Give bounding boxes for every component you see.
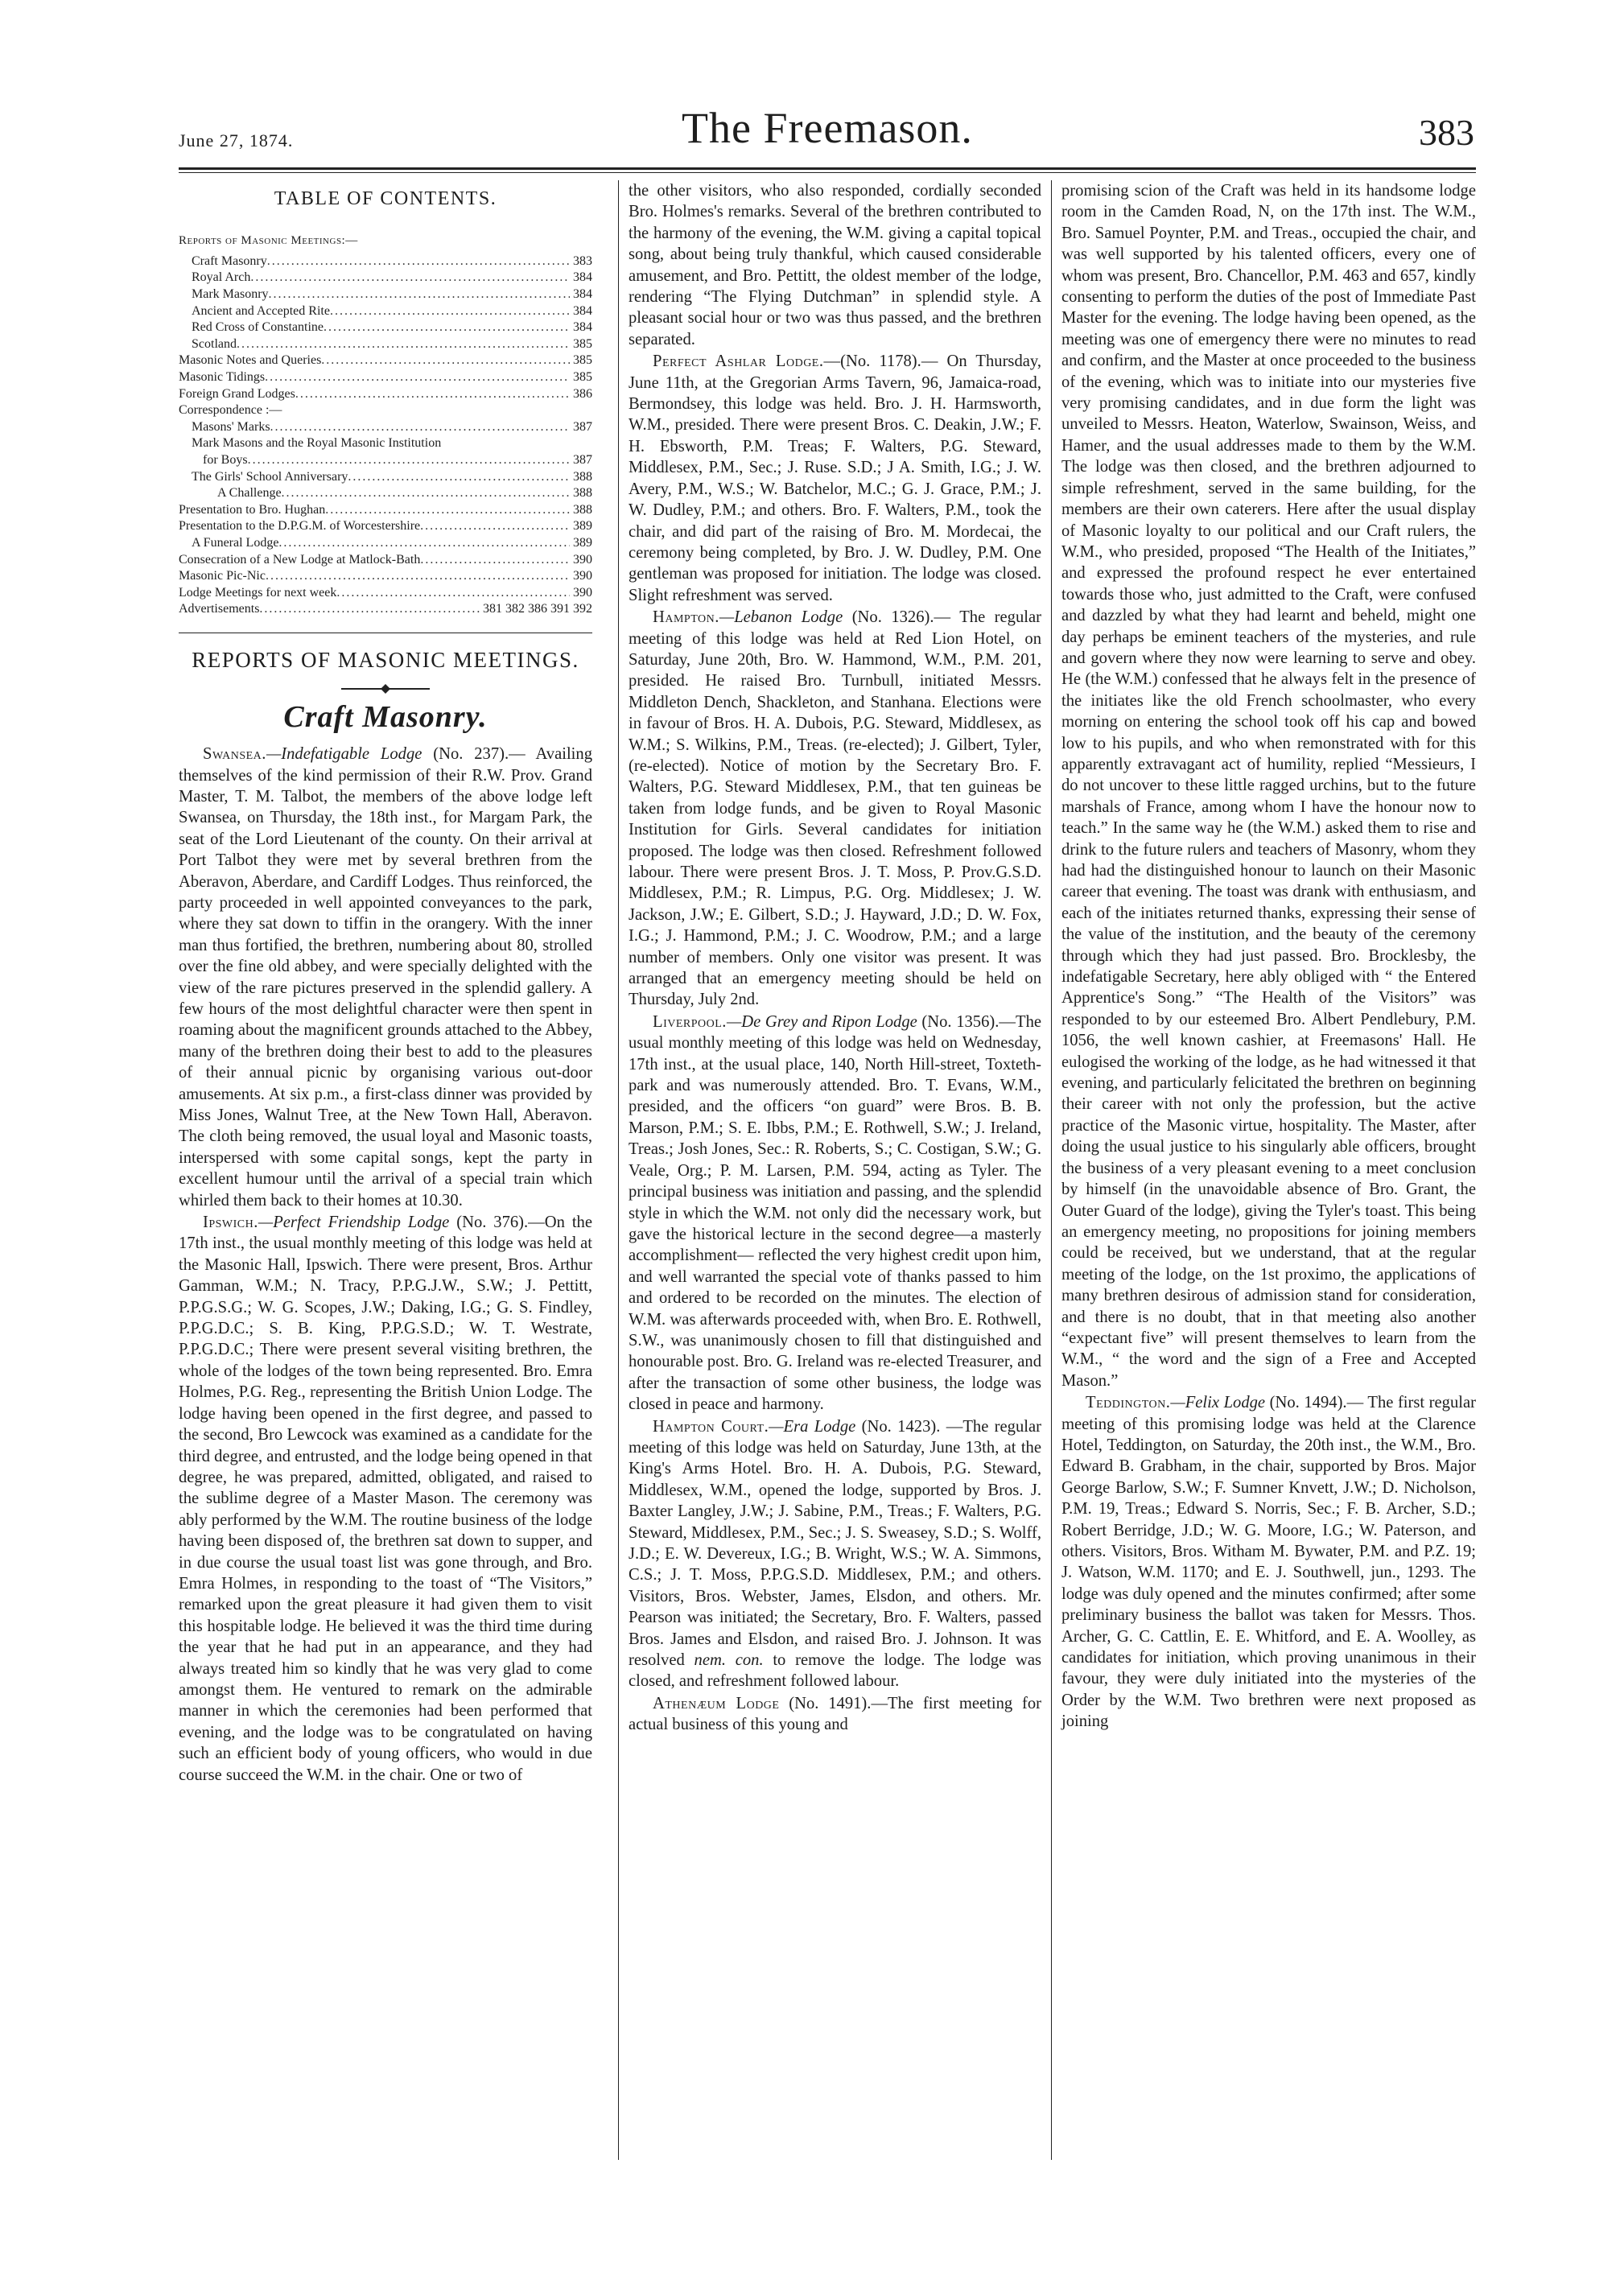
- toc-leader-dots: [324, 319, 570, 336]
- toc-entry-page: 387: [573, 452, 592, 467]
- toc-entry-page: 388: [573, 486, 592, 501]
- toc-leader-dots: [278, 535, 570, 552]
- report-lodge: —Felix Lodge: [1170, 1394, 1266, 1412]
- report-body: (No. 1356).—The usual monthly meeting of this lodge was held on Wednesday, 17th inst., at the usual place, 140, North Hill-street, Toxteth-park and was numerously attended. Bro. T. Evans, W.M., presided, and the officers “on guard” were Bros. B. B. Marson, P.M.; S. E. Ibbs, P.M.; E. Rothwell, S.W.; J. Ireland, Treas.; Josh Jones, Sec.: R. Roberts, S.; C. Costigan, S.W.; G. Veale, Org.; P. M. Larsen, P.M. 594, acting as Tyler. The principal business was initiation and passing, and the splendid style in which the W.M. not only did the necessary work, but gave the historical lecture in the second degree—a masterly accomplishment— reflected the very highest credit upon him, and well warranted the special vote of thanks passed to him and ordered to be recorded on the minutes. The election of W.M. was afterwards proceeded with, when Bro. E. Rothwell, S.W., was unanimously chosen to fill that distinguished and honourable post. Bro. G. Ireland was re-elected Treasurer, and after the transaction of some other business, the lodge was closed in peace and harmony.: [629, 1012, 1041, 1414]
- report-place: Hampton.: [653, 608, 719, 627]
- report-place: Athenæum Lodge: [653, 1694, 780, 1712]
- report-place: Swansea.: [203, 745, 266, 764]
- header-rule-thick: [179, 167, 1476, 170]
- toc-entry-label: Scotland: [192, 336, 237, 351]
- toc-leader-dots: [336, 585, 570, 602]
- report-place: Hampton Court.: [653, 1417, 769, 1436]
- toc-leader-dots: [348, 469, 570, 486]
- toc-entry-page: 388: [573, 469, 592, 484]
- toc-entry-label: Masonic Pic-Nic: [179, 569, 266, 583]
- report-body: (No. 1491).—The first meeting for actual business of this young and: [629, 1694, 1041, 1734]
- toc-entry-label: Foreign Grand Lodges: [179, 386, 295, 401]
- report-body-end: to remove the lodge. The lodge was closed, and refreshment followed labour.: [629, 1651, 1041, 1691]
- report-hampton: [629, 607, 1041, 1011]
- report-place: Perfect Ashlar Lodge.: [653, 352, 824, 371]
- column-2: [618, 180, 1041, 2160]
- toc-entry-page: 385: [573, 353, 592, 368]
- toc-entry-label: Craft Masonry: [192, 253, 267, 268]
- toc-entry-label: Consecration of a New Lodge at Matlock-Bath: [179, 552, 421, 567]
- toc-entry-page: 384: [573, 320, 592, 335]
- toc-entry-page: 386: [573, 386, 592, 401]
- toc-entry-page: 384: [573, 270, 592, 285]
- report-athenaeum: [629, 1693, 1041, 1736]
- report-place: Liverpool.: [653, 1012, 727, 1031]
- toc-leader-dots: [267, 253, 570, 270]
- toc-entry-page: 384: [573, 287, 592, 301]
- report-teddington: [1061, 1392, 1476, 1733]
- toc-entry-label: Correspondence :—: [179, 403, 282, 418]
- toc-entry: [179, 253, 592, 270]
- toc-entry: [179, 435, 592, 452]
- toc-leader-dots: [330, 303, 570, 320]
- header-rule-thin: [179, 172, 1476, 173]
- report-athenaeum-continued: promising scion of the Craft was held in its handsome lodge room in the Camden Road, N, on the 17th inst. The W.M., Bro. Samuel Poynter, P.M. and Treas., occupied the chair, and was well supported by his talented officers, every one of whom was present, Bro. Chancellor, P.M. 463 and 657, kindly consenting to perform the duties of the post of Immediate Past Master for the evening. The lodge having been opened, as the meeting was one of emergency there were no minutes to read and confirm, and the Master at once proceeded to the business of the evening, which was to initiate into our mysteries five very promising candidates, and in due form the light was unveiled to Messrs. Heaton, Waterlow, Swainson, Weiss, and Hamer, and the usual addresses made to them by the W.M. The lodge was then closed, and the brethren adjourned to simple refreshment, served in the same building, for the members are their own caterers. Here after the usual display of Masonic loyalty to our political and our Craft rulers, the W.M., who presided, proposed “The Health of the Initiates,” and expressed the profound respect he ever entertained towards those who, just admitted to the Craft, were confused and dazzled by what they had learnt and beheld, might one day perhaps be eminent teachers of the mysteries, and rule and govern where they now were learning to serve and obey. He (the W.M.) confessed that he always felt in the presence of the initiates like the old French schoolmaster, who every morning on entering the school took off his cap and bowed low to his pupils, and who when remonstrated with for this apparently extravagant act of humility, replied “Messieurs, I do not uncover to these little ragged urchins, but to the future marshals of France, among whom I have the honour now to teach.” In the same way he (the W.M.) asked them to rise and drink to the future rulers and teachers of Masonry, whom they had had the distinguished honour to launch on their Masonic career that evening. The toast was drank with enthusiasm, and each of the initiates returned thanks, expressing their sense of the value of the institution, and the beauty of the ceremony through which they had just passed. Bro. Brocklesby, the indefatigable Secretary, here ably obliged with “ the Entered Apprentice's Song.” “The Health of the Visitors” was responded to by our esteemed Bro. Albert Pendlebury, P.M. 1056, the well known cashier, at Freemasons' Hall. He eulogised the working of the lodge, as he had witnessed it that evening, and particularly felicitated the brethren on beginning their career with not only the profession, but the active practice of the Masonic virtue, hospitality. The Master, after doing the usual justice to his singularly able officers, brought the business of a very pleasant evening to a meet conclusion by himself (in the unavoidable absence of Bro. Grant, the Outer Guard of the lodge), giving the Tyler's toast. This being an emergency meeting, no propositions for joining members could be received, but we understand, that at the regular meeting of the lodge, on the 1st proximo, the applications of many brethren desirous of admission stand for consideration, and there is no doubt, that in that meeting also another “expectant five” will present themselves to learn from the W.M., “ the word and the sign of a Free and Accepted Mason.”: [1061, 182, 1476, 1390]
- toc-entry-page: 390: [573, 569, 592, 583]
- toc-entry-label: Presentation to Bro. Hughan: [179, 502, 326, 517]
- toc-entry-page: 385: [573, 336, 592, 351]
- toc-leader-dots: [420, 552, 570, 569]
- report-lodge: —Lebanon Lodge: [719, 608, 843, 627]
- toc-leader-dots: [420, 518, 570, 535]
- report-body: (No. 376).—On the 17th inst., the usual monthly meeting of this lodge was held at the Masonic Hall, Ipswich. There were present, Bros. Arthur Gamman, W.M.; N. Tracy, P.P.G.J.W., S.W.; J. Pettitt, P.P.G.S.G.; W. G. Scopes, J.W.; Daking, I.G.; G. S. Findley, P.P.G.D.C.; S. B. King, P.P.G.S.D.; W. T. Westrate, P.P.G.D.C.; There were present several visiting brethren, the whole of the lodges of the town being represented. Bro. Emra Holmes, P.G. Reg., representing the British Union Lodge. The lodge having been opened in the first degree, and passed to the second, Bro Lewcock was examined as a candidate for the third degree, and entrusted, and the lodge being opened in that degree, he was prepared, admitted, obligated, and raised to the sublime degree of a Master Mason. The ceremony was ably performed by the W.M. The routine business of the lodge having been disposed of, the brethren sat down to supper, and in due course the usual toast list was gone through, and Bro. Emra Holmes, in responding to the toast of “The Visitors,” remarked upon the great pleasure it had given them to visit this hospitable lodge. He believed it was the third time during the year that he had put in an appearance, and they had always treated him so kindly that he was very glad to come amongst them. He ventured to remark on the admirable manner in which the ceremonies had been performed that evening, and the lodge was to be congratulated on having such an efficient body of young officers, who would in due course succeed the W.M. in the chair. One or two of: [179, 1214, 592, 1784]
- report-lodge: —De Grey and Ripon Lodge: [726, 1012, 917, 1031]
- report-liverpool: [629, 1012, 1041, 1416]
- toc-entry: [179, 552, 592, 569]
- toc-entry-page: 383: [573, 253, 592, 268]
- toc-title: TABLE OF CONTENTS.: [274, 188, 497, 209]
- toc-entry-page: 389: [573, 519, 592, 534]
- report-lodge: —Indefatigable Lodge: [266, 745, 422, 764]
- toc-entry-page: 385: [573, 369, 592, 384]
- report-ipswich-continued: the other visitors, who also responded, cordially seconded Bro. Holmes's remarks. Several of the brethren contributed to the harmony of the evening, the W.M. giving a capital topical song, about being truly thankful, which caused considerable amusement, and Bro. Pettitt, the oldest member of the lodge, rendering “The Flying Dutchman” in splendid style. A pleasant social hour or two was thus passed, and the brethren separated.: [629, 182, 1041, 348]
- toc-leader-dots: [266, 568, 570, 585]
- toc-entry-label: A Funeral Lodge: [192, 535, 279, 550]
- toc-leader-dots: [265, 369, 570, 386]
- toc-leader-dots: [270, 419, 570, 436]
- report-phrase: nem. con.: [694, 1651, 764, 1670]
- toc-entry-page: 390: [573, 585, 592, 600]
- ornament-rule-icon: [179, 678, 592, 699]
- column-1: [179, 180, 592, 2160]
- column-3: [1051, 180, 1476, 2160]
- toc-entry: [179, 535, 592, 552]
- report-lodge: —Perfect Friendship Lodge: [258, 1214, 450, 1232]
- toc-entry: [179, 319, 592, 336]
- toc-entry: [179, 452, 592, 469]
- report-ipswich: [179, 1212, 592, 1786]
- page-number: 383: [1419, 112, 1474, 153]
- toc-entry: [179, 518, 592, 535]
- newspaper-title: The Freemason.: [682, 104, 973, 152]
- toc-entry-label: A Challenge: [217, 486, 282, 501]
- report-place: Ipswich.: [203, 1214, 258, 1232]
- toc-entry: [179, 286, 592, 303]
- toc-entry: [179, 386, 592, 403]
- toc-entry-page: 389: [573, 535, 592, 550]
- toc-entry-label: for Boys: [203, 452, 248, 467]
- section-subtitle: Craft Masonry.: [283, 699, 488, 734]
- toc-entry: [179, 402, 592, 419]
- toc-entry: [179, 502, 592, 519]
- toc-entry-label: Royal Arch: [192, 270, 251, 285]
- toc-entry: [179, 568, 592, 585]
- report-swansea: [179, 744, 592, 1211]
- toc-entry-label: Masonic Notes and Queries: [179, 353, 322, 368]
- toc-entry: [179, 601, 592, 618]
- toc-entry-page: 390: [573, 552, 592, 567]
- masthead: [179, 103, 1476, 161]
- toc-entry: [179, 419, 592, 436]
- toc-entry: [179, 469, 592, 486]
- toc-entry-label: Advertisements: [179, 602, 260, 616]
- toc-entry: [179, 336, 592, 353]
- toc-entry-label: Lodge Meetings for next week: [179, 585, 337, 600]
- toc-entry-label: Ancient and Accepted Rite: [192, 303, 330, 318]
- toc-leader-dots: [325, 502, 570, 519]
- toc-leader-dots: [248, 452, 570, 469]
- toc-entry: [179, 585, 592, 602]
- report-body: (No. 1423). —The regular meeting of this lodge was held on Saturday, June 13th, at the King's Arms Hotel. Bro. H. A. Dubois, P.G. Steward, Middlesex, W.M., opened the lodge, supported by Bros. J. Baxter Langley, J.W.; J. Sabine, P.M., Treas.; F. Walters, P.G. Steward, Middlesex, P.M., Sec.; J. S. Sweasey, S.D.; S. Wolff, J.D.; E. W. Devereux, I.G.; B. Wright, W.S.; W. A. Simmons, C.S.; J. T. Moss, P.P.G.S.D. Middlesex, P.M.; and others. Visitors, Bros. Webster, James, Elsdon, and others. Mr. Pearson was initiated; the Secretary, Bro. F. Walters, passed Bros. James and Elsdon, and raised Bro. J. Johnson. It was resolved: [629, 1417, 1041, 1670]
- toc-list: [179, 253, 592, 618]
- issue-date: June 27, 1874.: [179, 130, 294, 150]
- section-title: REPORTS OF MASONIC MEETINGS.: [192, 647, 579, 672]
- toc-leader-dots: [269, 286, 570, 303]
- report-perfect-ashlar: [629, 351, 1041, 606]
- report-body: (No. 1326).— The regular meeting of this lodge was held at Red Lion Hotel, on Saturday, June 20th, Bro. W. Hammond, W.M., P.M. 201, presided. He raised Bro. Turnbull, initiated Messrs. Middleton Dench, Shackleton, and Stanhana. Elections were in favour of Bros. H. A. Dubois, P.G. Steward, Middlesex, as W.M.; S. Wilkins, P.M., Treas. (re-elected); J. Gilbert, Tyler, (re-elected). Notice of motion by the Secretary Bro. F. Walters, P.G. Steward Middlesex, P.M., that ten guineas be taken from lodge funds, and be given to Royal Masonic Institution for Girls. Several candidates for initiation proposed. The lodge was then closed. Refreshment followed labour. There were present Bros. J. T. Moss, P. Prov.G.S.D. Middlesex, P.M.; R. Limpus, P.G. Org. Middlesex; J. W. Jackson, J.W.; E. Gilbert, S.D.; J. Hayward, J.D.; D. W. Fox, I.G.; J. Hammond, P.M.; J. C. Woodrow, P.M.; and a large number of members. Only one visitor was present. It was arranged that an emergency meeting should be held on Thursday, July 2nd.: [629, 608, 1041, 1009]
- toc-heading: Reports of Masonic Meetings:—: [179, 234, 358, 248]
- toc-entry: [179, 369, 592, 386]
- toc-entry-label: Masonic Tidings: [179, 369, 266, 384]
- toc-leader-dots: [295, 386, 570, 403]
- toc-leader-dots: [237, 336, 570, 353]
- report-body: (No. 1494).— The first regular meeting of this promising lodge was held at the Clarence Hotel, Teddington, on Saturday, the 20th inst., the W.M., Bro. Edward B. Grabham, in the chair, supported by Bros. Major George Barlow, S.W.; F. Sumner Knvett, J.W.; D. Nicholson, P.M. 19, Treas.; Edward S. Norris, Sec.; F. B. Archer, S.D.; Robert Berridge, J.D.; W. G. Moore, I.G.; W. Paterson, and others. Visitors, Bros. Witham M. Bywater, P.M. and P.Z. 19; J. Watson, W.M. 1170; and E. J. Southwell, jun., 1293. The lodge was duly opened and the minutes confirmed; after some preliminary business the ballot was taken for Messrs. Thos. Archer, G. C. Cattlin, E. E. Whitford, and E. A. Woolley, as candidates for initiation, which proving unanimous in their favour, they were duly initiated into the mysteries of the Order by the W.M. Two brethren were next proposed as joining: [1061, 1394, 1476, 1731]
- toc-entry: [179, 352, 592, 369]
- toc-entry: [179, 485, 592, 502]
- toc-entry: [179, 303, 592, 320]
- report-body: —(No. 1178).— On Thursday, June 11th, at the Gregorian Arms Tavern, 96, Jamaica-road, Bermondsey, this lodge was held. Bro. J. H. Harmsworth, W.M., presided. There were present Bros. C. Deakin, J.W.; F. H. Ebsworth, P.M. Treas; F. Walters, P.G. Steward, Middlesex, P.M., Sec.; J. Ruse. S.D.; J A. Smith, I.G.; J. W. Avery, P.M., W.S.; W. Batchelor, M.C.; G. J. Grace, P.M.; J. W. Dudley, P.M.; and others. Bro. F. Walters, P.M., took the chair, and did part of the raising of Bro. M. Mordecai, the ceremony being completed, by Bro. J. W. Dudley, P.M. One gentleman was proposed for initiation. The lodge was closed. Slight refreshment was served.: [629, 352, 1041, 604]
- toc-entry-label: Mark Masons and the Royal Masonic Institution: [192, 436, 442, 451]
- report-lodge: —Era Lodge: [769, 1417, 856, 1436]
- toc-entry-label: The Girls' School Anniversary: [192, 469, 348, 484]
- toc-entry-page: 381 382 386 391 392: [483, 602, 592, 616]
- toc-leader-dots: [282, 485, 570, 502]
- toc-entry: [179, 270, 592, 286]
- toc-entry-page: 388: [573, 502, 592, 517]
- toc-entry-label: Masons' Marks: [192, 419, 270, 434]
- toc-entry-page: 387: [573, 419, 592, 434]
- toc-leader-dots: [321, 352, 570, 369]
- report-hampton-court: [629, 1416, 1041, 1692]
- toc-entry-label: Presentation to the D.P.G.M. of Worcestershire: [179, 519, 421, 534]
- report-place: Teddington.: [1086, 1394, 1171, 1412]
- toc-entry-page: 384: [573, 303, 592, 318]
- toc-leader-dots: [250, 270, 570, 286]
- toc-leader-dots: [259, 601, 480, 618]
- toc-entry-label: Mark Masonry: [192, 287, 269, 301]
- toc-entry-label: Red Cross of Constantine: [192, 320, 324, 335]
- report-body: (No. 237).— Availing themselves of the kind permission of their R.W. Prov. Grand Master, T. M. Talbot, the members of the above lodge left Swansea, on Thursday, the 18th inst., for Margam Park, the seat of the Lord Lieutenant of the county. On their arrival at Port Talbot they were met by several brethren from the Aberavon, Aberdare, and Cardiff Lodges. Thus reinforced, the party proceeded in well appointed conveyances to the park, where they sat down to tiffin in the orangery. With the inner man thus fortified, the brethren, numbering about 80, strolled over the fine old abbey, and were specially delighted with the view of the rare pictures preserved in the splendid gallery. A few hours of the most delightful character were then spent in roaming about the magnificent grounds attached to the Abbey, many of the brethren doing their best to add to the pleasures of their annual picnic by organising various out-door amusements. At six p.m., a first-class dinner was provided by Miss Jones, Walnut Tree, at the New Town Hall, Aberavon. The cloth being removed, the usual loyal and Masonic toasts, interspersed with some capital songs, kept the party in excellent humour until the arrival of a special train which whirled them back to their homes at 10.30.: [179, 745, 592, 1209]
